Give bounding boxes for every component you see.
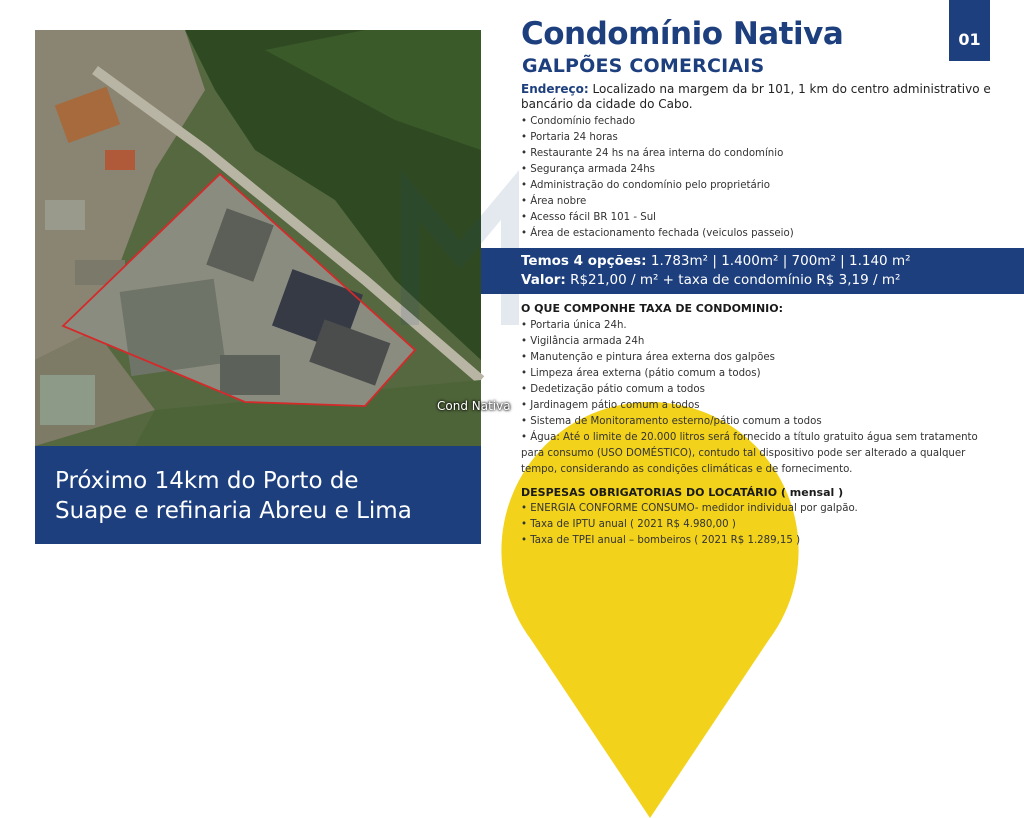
value-label: Valor: <box>521 272 566 288</box>
list-item: • Condomínio fechado <box>521 114 1001 130</box>
fee-section-heading: O QUE COMPONHE TAXA DE CONDOMINIO: <box>521 302 784 315</box>
fee-list <box>521 318 1001 478</box>
caption-line-1: Próximo 14km do Porto de <box>55 468 359 494</box>
list-item: • Área nobre <box>521 194 1001 210</box>
list-item: • Administração do condomínio pelo proprietário <box>521 178 1001 194</box>
page-subtitle: GALPÕES COMERCIAIS <box>522 55 765 77</box>
options-line <box>521 252 1024 271</box>
list-item: • Acesso fácil BR 101 - Sul <box>521 210 1001 226</box>
list-item: • Manutenção e pintura área externa dos galpões <box>521 350 1001 366</box>
features-list <box>521 114 1001 242</box>
list-item: • Limpeza área externa (pátio comum a todos) <box>521 366 1001 382</box>
list-item: • Área de estacionamento fechada (veiculos passeio) <box>521 226 1001 242</box>
list-item: • Taxa de IPTU anual ( 2021 R$ 4.980,00 ) <box>521 517 1001 533</box>
list-item: • ENERGIA CONFORME CONSUMO- medidor individual por galpão. <box>521 501 1001 517</box>
address-label: Endereço: <box>521 82 589 96</box>
value-line <box>521 271 1024 290</box>
address-text: Localizado na margem da br 101, 1 km do centro administrativo e bancário da cidade do Cabo. <box>521 82 991 111</box>
list-item: • Sistema de Monitoramento esterno/pátio comum a todos <box>521 414 1001 430</box>
options-band <box>481 248 1024 294</box>
value-text: R$21,00 / m² + taxa de condomínio R$ 3,19 / m² <box>570 272 901 288</box>
list-item: • Portaria única 24h. <box>521 318 1001 334</box>
list-item: • Vigilância armada 24h <box>521 334 1001 350</box>
list-item: • Segurança armada 24hs <box>521 162 1001 178</box>
list-item: • Dedetização pátio comum a todos <box>521 382 1001 398</box>
list-item: • Água: Até o limite de 20.000 litros será fornecido a título gratuito água sem tratamento para consumo (USO DOMÉSTICO), contudo tal dispositivo pode ser alterado a qualquer tempo, considerando as condições climáticas e de fornecimento. <box>521 430 1001 478</box>
expenses-heading: DESPESAS OBRIGATORIAS DO LOCATÁRIO ( mensal ) <box>521 486 844 499</box>
options-label: Temos 4 opções: <box>521 253 647 269</box>
list-item: • Restaurante 24 hs na área interna do condomínio <box>521 146 1001 162</box>
list-item: • Taxa de TPEI anual – bombeiros ( 2021 R$ 1.289,15 ) <box>521 533 1001 549</box>
caption-line-2: Suape e refinaria Abreu e Lima <box>55 498 412 524</box>
page-number-badge: 01 <box>949 0 990 61</box>
list-item: • Portaria 24 horas <box>521 130 1001 146</box>
expenses-list <box>521 501 1001 549</box>
caption-box <box>35 446 481 544</box>
map-label: Cond Nativa <box>437 399 511 413</box>
list-item: • Jardinagem pátio comum a todos <box>521 398 1001 414</box>
options-text: 1.783m² | 1.400m² | 700m² | 1.140 m² <box>650 253 911 269</box>
address-block <box>521 82 1001 112</box>
page-title: Condomínio Nativa <box>521 16 844 52</box>
